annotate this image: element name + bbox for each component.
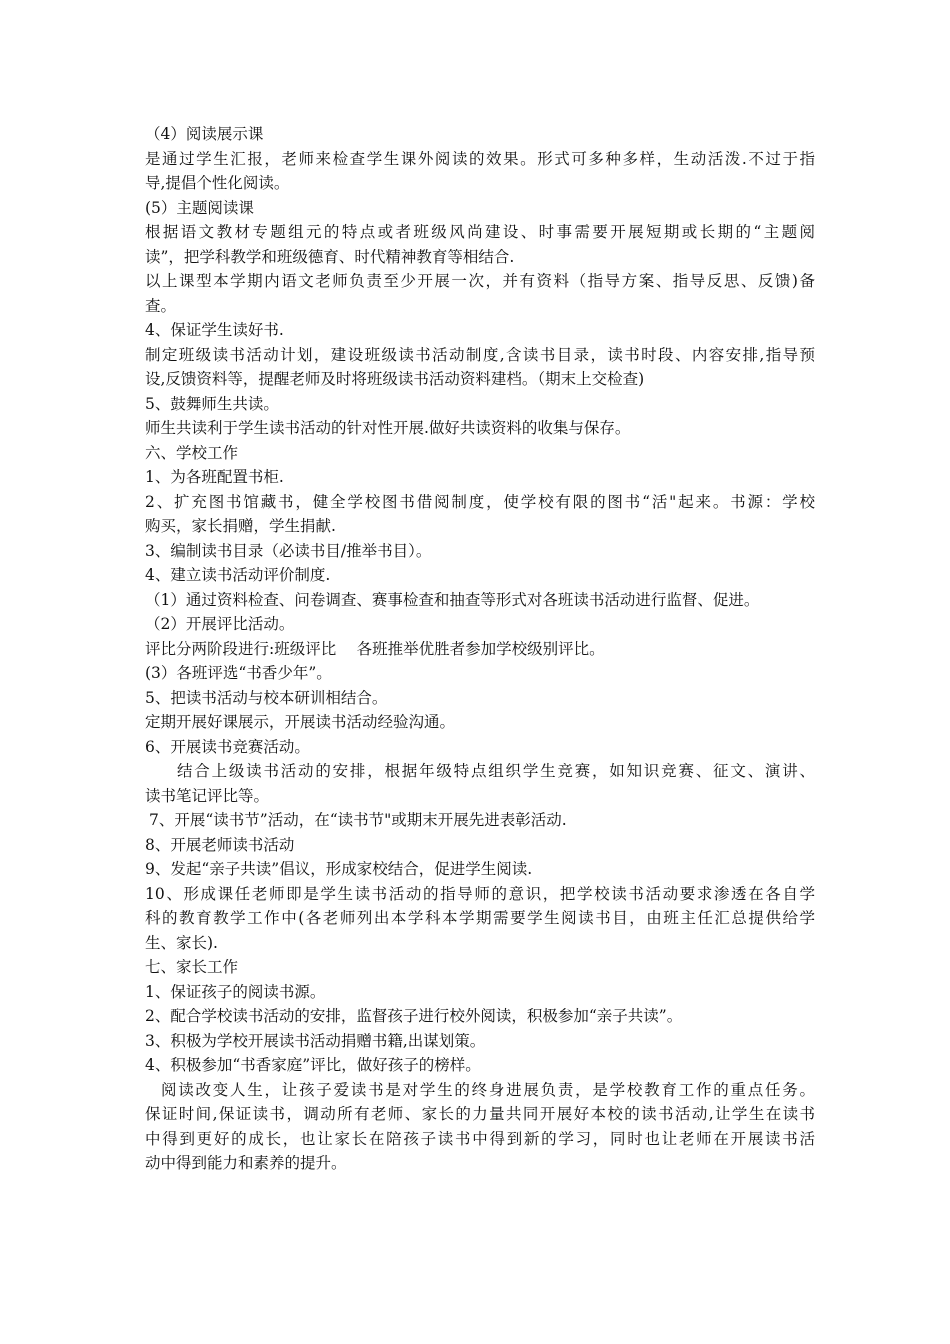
- paragraph-line: 是通过学生汇报，老师来检查学生课外阅读的效果。形式可多种多样，生动活泼.不过于指: [145, 149, 815, 168]
- list-item-heading: 4、保证学生读好书.: [145, 321, 284, 339]
- sub-list-item: （1）通过资料检查、问卷调查、赛事检查和抽查等形式对各班读书活动进行监督、促进。: [145, 590, 760, 609]
- list-item: 10、形成课任老师即是学生读书活动的指导师的意识，把学校读书活动要求渗透在各自学: [145, 884, 815, 903]
- conclusion-paragraph-line: 中得到更好的成长，也让家长在陪孩子读书中得到新的学习，同时也让老师在开展读书活: [145, 1129, 815, 1148]
- heading-reading-showcase: （4）阅读展示课: [145, 125, 264, 143]
- list-item: 3、编制读书目录（必读书目/推举书目）。: [145, 541, 432, 560]
- list-item: 5、把读书活动与校本研训相结合。: [145, 688, 388, 707]
- paragraph-line: 定期开展好课展示，开展读书活动经验沟通。: [145, 713, 456, 731]
- list-item: 4、建立读书活动评价制度.: [145, 566, 331, 584]
- list-item: 1、为各班配置书柜.: [145, 468, 284, 486]
- list-item: 8、开展老师读书活动: [145, 835, 295, 854]
- list-item-heading: 5、鼓舞师生共读。: [145, 394, 279, 413]
- list-item: 6、开展读书竞赛活动。: [145, 737, 310, 756]
- section-heading-school-work: 六、学校工作: [145, 443, 239, 462]
- document-page: [145, 122, 815, 1176]
- sub-list-item: （2）开展评比活动。: [145, 615, 295, 633]
- paragraph-line: 读”，把学科教学和班级德育、时代精神教育等相结合.: [145, 247, 515, 266]
- list-item: 9、发起“亲子共读”倡议，形成家校结合，促进学生阅读.: [145, 860, 533, 878]
- list-item: 3、积极为学校开展读书活动捐赠书籍,出谋划策。: [145, 1031, 486, 1050]
- paragraph-line: 导,提倡个性化阅读。: [145, 174, 290, 192]
- list-item: 2、扩充图书馆藏书，健全学校图书借阅制度，使学校有限的图书“活"起来。书源：学校: [145, 492, 815, 511]
- section-heading-parent-work: 七、家长工作: [145, 958, 239, 976]
- list-item: 2、配合学校读书活动的安排，监督孩子进行校外阅读，积极参加“亲子共读”。: [145, 1007, 683, 1025]
- paragraph-line: 购买，家长捐赠，学生捐献.: [145, 517, 336, 535]
- paragraph-line: 生、家长).: [145, 933, 218, 952]
- paragraph-line: 评比分两阶段进行:班级评比 各班推举优胜者参加学校级别评比。: [145, 639, 605, 658]
- heading-theme-reading: (5）主题阅读课: [145, 198, 254, 217]
- list-item: 4、积极参加“书香家庭”评比，做好孩子的榜样。: [145, 1056, 481, 1074]
- paragraph-line: 科的教育教学工作中(各老师列出本学科本学期需要学生阅读书目，由班主任汇总提供给学: [145, 909, 815, 927]
- paragraph-line: 查。: [145, 296, 177, 315]
- conclusion-paragraph-line: 阅读改变人生，让孩子爱读书是对学生的终身进展负责，是学校教育工作的重点任务。: [161, 1080, 815, 1099]
- paragraph-line: 设,反馈资料等，提醒老师及时将班级读书活动资料建档。（期末上交检查): [145, 370, 645, 388]
- paragraph-line: 以上课型本学期内语文老师负责至少开展一次，并有资料（指导方案、指导反思、反馈)备: [145, 272, 815, 290]
- list-item: 1、保证孩子的阅读书源。: [145, 982, 326, 1001]
- paragraph-line: 结合上级读书活动的安排，根据年级特点组织学生竞赛，如知识竞赛、征文、演讲、: [177, 762, 815, 780]
- paragraph-line: 读书笔记评比等。: [145, 786, 270, 805]
- paragraph-line: 师生共读利于学生读书活动的针对性开展.做好共读资料的收集与保存。: [145, 419, 631, 437]
- paragraph-line: 根据语文教材专题组元的特点或者班级风尚建设、时事需要开展短期或长期的“主题阅: [145, 223, 815, 241]
- paragraph-line: 制定班级读书活动计划，建设班级读书活动制度,含读书目录，读书时段、内容安排,指导预: [145, 345, 815, 364]
- sub-list-item: (3）各班评选“书香少年”。: [145, 664, 332, 682]
- list-item: 7、开展“读书节”活动，在“读书节"或期末开展先进表彰活动.: [149, 811, 567, 829]
- conclusion-paragraph-line: 保证时间,保证读书，调动所有老师、家长的力量共同开展好本校的读书活动,让学生在读书: [145, 1105, 815, 1123]
- conclusion-paragraph-line: 动中得到能力和素养的提升。: [145, 1154, 347, 1172]
